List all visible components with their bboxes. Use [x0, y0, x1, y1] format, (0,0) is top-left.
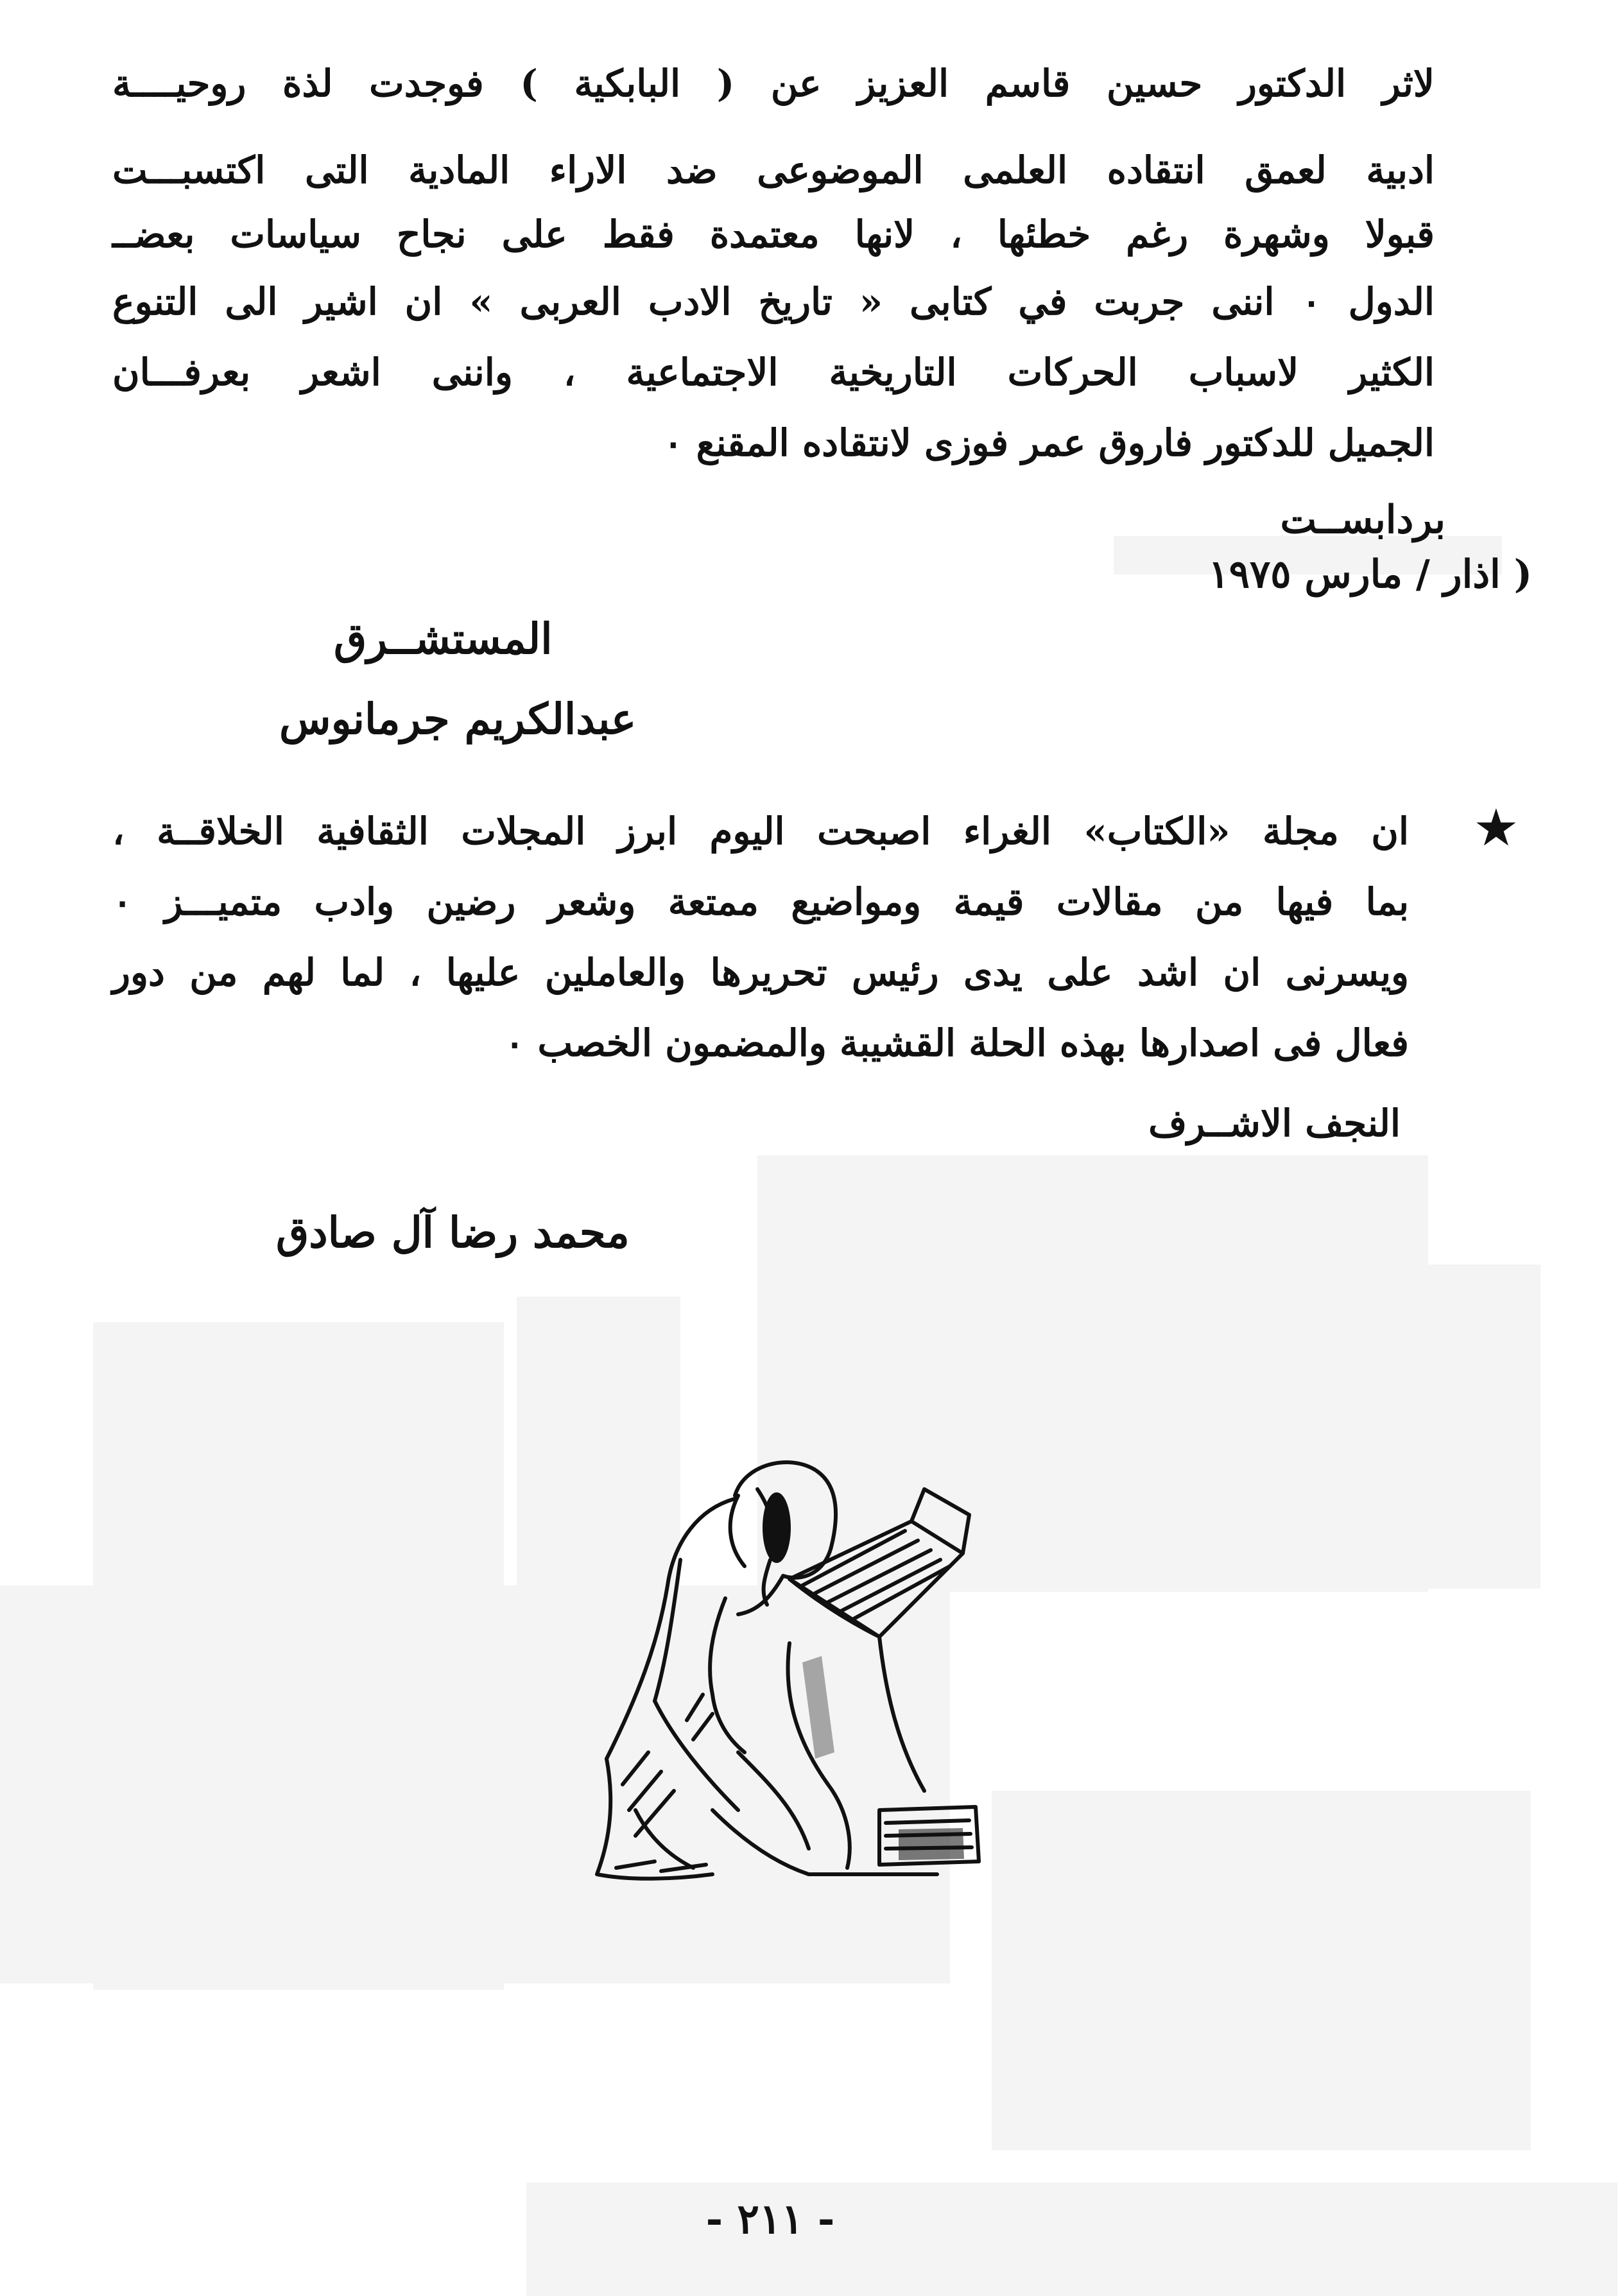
letter2-line: ويسرنى ان اشد على يدى رئيس تحريرها والعاملين عليها ، لما لهم من دور — [112, 951, 1409, 994]
page-number: - ٢١١ - — [705, 2195, 835, 2243]
scan-patch — [992, 1791, 1531, 2150]
letter1-line: قبولا وشهرة رغم خطئها ، لانها معتمدة فقط على نجاح سياسات بعضــ — [112, 212, 1435, 256]
letter1-title: المستشــرق — [334, 614, 553, 664]
letter1-line: الكثير لاسباب الحركات التاريخية الاجتماعية ، واننى اشعر بعرفـــان — [112, 350, 1435, 394]
letter1-line: الدول ٠ اننى جربت في كتابى « تاريخ الادب العربى » ان اشير الى التنوع — [112, 280, 1435, 324]
letter2-line: بما فيها من مقالات قيمة ومواضيع ممتعة وشعر رضين وادب متميـــز ٠ — [112, 880, 1409, 924]
letter1-line: لاثر الدكتور حسين قاسم العزيز عن ( البابكية ) فوجدت لذة روحيــــة — [112, 62, 1435, 105]
letter1-place: بردابســت — [1280, 497, 1445, 542]
scan-patch — [992, 1265, 1540, 1589]
letter2-line: فعال فى اصدارها بهذه الحلة القشيبة والمضمون الخصب ٠ — [505, 1021, 1409, 1065]
letter1-signature: عبدالكريم جرمانوس — [279, 694, 637, 744]
letter1-line: الجميل للدكتور فاروق عمر فوزى لانتقاده المقنع ٠ — [663, 421, 1435, 465]
reading-figure-sketch — [578, 1451, 1001, 1900]
letter2-place: النجف الاشــرف — [1148, 1101, 1401, 1145]
letter2-line: ان مجلة «الكتاب» الغراء اصبحت اليوم ابرز المجلات الثقافية الخلاقــة ، — [112, 809, 1409, 853]
letter1-line: ادبية لعمق انتقاده العلمى الموضوعى ضد الاراء المادية التى اكتسبـــت — [112, 148, 1435, 192]
letter1-date: ( اذار / مارس ١٩٧٥ — [1208, 552, 1532, 597]
letter2-signature: محمد رضا آل صادق — [276, 1207, 630, 1257]
star-bullet: ★ — [1473, 798, 1519, 858]
